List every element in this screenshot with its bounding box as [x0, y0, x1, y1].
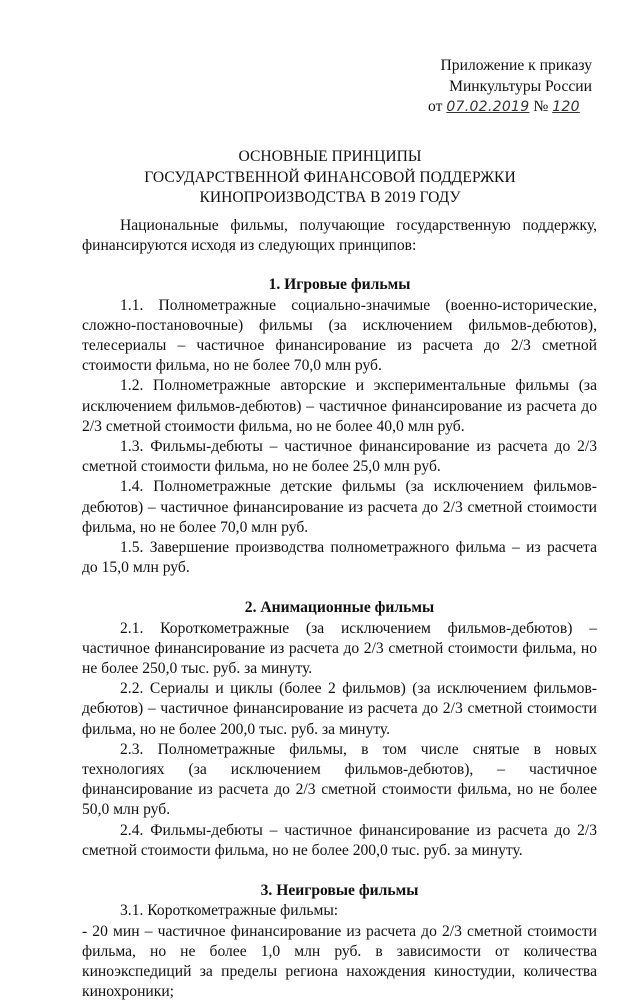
document-body — [82, 216, 597, 1002]
paragraph-1-2: 1.2. Полнометражные авторские и экспериментальные фильмы (за исключением фильмов-дебютов) – частичное финансирование из расчета до 2/3 сметной стоимости фильма, но не более 40,0 млн руб. — [82, 376, 597, 437]
paragraph-1-1: 1.1. Полнометражные социально-значимые (военно-исторические, сложно-постановочные) фильмы (за исключением фильмов-дебютов), телесериалы – частичное финансирование из расчета до 2/3 сметной стоимости фильма, но не более 70,0 млн руб. — [82, 296, 597, 377]
paragraph-1-3: 1.3. Фильмы-дебюты – частичное финансирование из расчета до 2/3 сметной стоимости фильма, но не более 25,0 млн руб. — [82, 437, 597, 477]
appendix-line-1: Приложение к приказу — [428, 56, 608, 77]
intro-paragraph: Национальные фильмы, получающие государственную поддержку, финансируются исходя из следующих принципов: — [82, 216, 597, 256]
document-title — [60, 147, 600, 209]
appendix-header — [428, 56, 608, 118]
paragraph-1-5: 1.5. Завершение производства полнометражного фильма – из расчета до 15,0 млн руб. — [82, 538, 597, 578]
number-prefix: № — [533, 98, 548, 115]
title-line-3: КИНОПРОИЗВОДСТВА В 2019 ГОДУ — [60, 188, 600, 209]
paragraph-2-1: 2.1. Короткометражные (за исключением фильмов-дебютов) – частичное финансирование из расчета до 2/3 сметной стоимости фильма, но не более 250,0 тыс. руб. за минуту. — [82, 619, 597, 680]
paragraph-3-1-dash: - 20 мин – частичное финансирование из расчета до 2/3 сметной стоимости фильма, но не более 1,0 млн руб. в зависимости от количества киноэкспедиций за пределы региона нахождения киностудии, количества кинохроники; — [82, 922, 597, 1002]
date-prefix: от — [428, 98, 442, 115]
paragraph-1-4: 1.4. Полнометражные детские фильмы (за исключением фильмов-дебютов) – частичное финансирование из расчета до 2/3 сметной стоимости фильма, но не более 70,0 млн руб. — [82, 477, 597, 538]
paragraph-2-4: 2.4. Фильмы-дебюты – частичное финансирование из расчета до 2/3 сметной стоимости фильма, но не более 200,0 тыс. руб. за минуту. — [82, 821, 597, 861]
section-heading-2: 2. Анимационные фильмы — [82, 598, 597, 618]
appendix-date-line — [428, 97, 608, 118]
paragraph-3-1: 3.1. Короткометражные фильмы: — [82, 901, 597, 921]
date-value: 07.02.2019 — [446, 99, 529, 115]
section-gap — [82, 861, 597, 881]
section-gap — [82, 578, 597, 598]
number-value: 120 — [552, 99, 580, 115]
title-line-1: ОСНОВНЫЕ ПРИНЦИПЫ — [60, 147, 600, 168]
section-heading-1: 1. Игровые фильмы — [82, 275, 597, 295]
appendix-line-2: Минкультуры России — [428, 77, 608, 98]
title-line-2: ГОСУДАРСТВЕННОЙ ФИНАНСОВОЙ ПОДДЕРЖКИ — [60, 168, 600, 189]
paragraph-2-3: 2.3. Полнометражные фильмы, в том числе снятые в новых технологиях (за исключением фильмов-дебютов), – частичное финансирование из расчета до 2/3 сметной стоимости фильма, но не более 50,0 млн руб. — [82, 740, 597, 821]
section-heading-3: 3. Неигровые фильмы — [82, 881, 597, 901]
paragraph-2-2: 2.2. Сериалы и циклы (более 2 фильмов) (за исключением фильмов-дебютов) – частичное финансирование из расчета до 2/3 сметной стоимости фильма, но не более 200,0 тыс. руб. за минуту. — [82, 679, 597, 740]
